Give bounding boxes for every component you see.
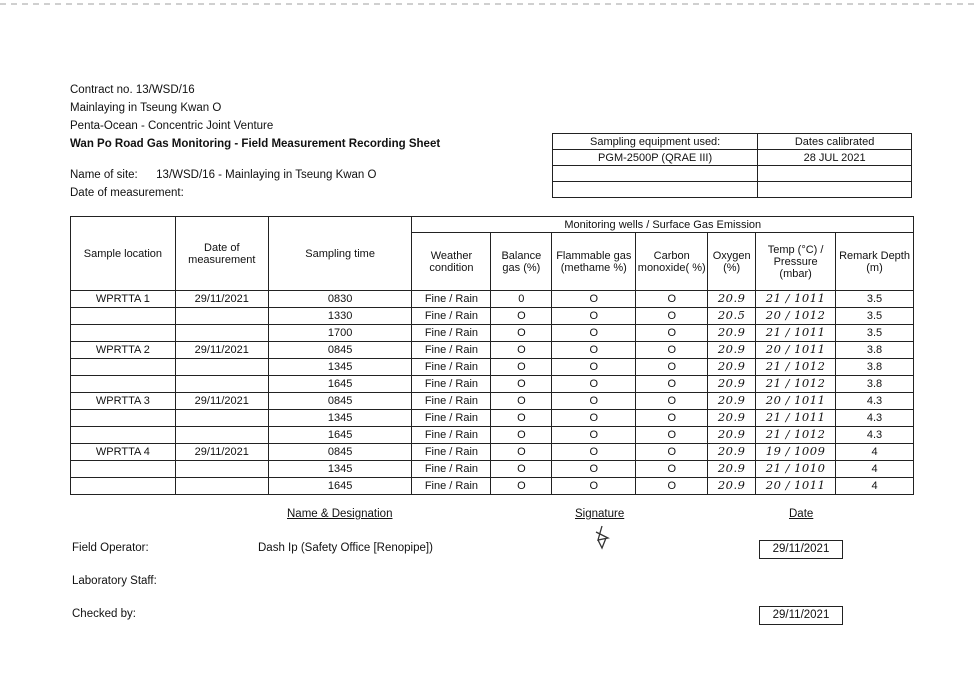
cell-flammable-value: O <box>589 479 599 492</box>
table-row <box>71 393 914 410</box>
cell-oxygen <box>708 427 756 444</box>
cell-flammable-value: O <box>589 343 599 356</box>
cell-co-value: O <box>667 326 676 339</box>
cell-oxygen-value: 20.9 <box>717 376 746 390</box>
cell-co <box>636 410 708 427</box>
cell-temp-value: 21 / 1012 <box>765 427 826 441</box>
cell-time-value: 1645 <box>327 377 353 390</box>
cell-co <box>636 359 708 376</box>
cell-weather-value: Fine / Rain <box>424 309 479 322</box>
cell-co-value: O <box>667 377 676 390</box>
cell-time <box>268 427 412 444</box>
cell-location <box>71 444 176 461</box>
cell-temp-value: 21 / 1012 <box>765 359 826 373</box>
sheet-title: Wan Po Road Gas Monitoring - Field Measurement Recording Sheet <box>70 138 441 150</box>
cell-balance <box>491 359 552 376</box>
cell-flammable-value: O <box>589 326 599 339</box>
cell-flammable-value: O <box>589 394 599 407</box>
cell-weather <box>412 427 491 444</box>
cell-weather-value: Fine / Rain <box>424 326 479 339</box>
cell-temp <box>756 393 836 410</box>
cell-date <box>175 410 268 427</box>
cell-flammable-value: O <box>589 360 599 373</box>
equipment-table <box>552 133 912 198</box>
cell-temp <box>756 308 836 325</box>
field-operator-name: Dash Ip (Safety Office [Renopipe]) <box>258 542 433 554</box>
cell-date <box>175 359 268 376</box>
cell-co <box>636 427 708 444</box>
cell-weather-value: Fine / Rain <box>424 292 479 305</box>
cell-time-value: 1345 <box>327 411 353 424</box>
cell-flammable <box>552 393 636 410</box>
cell-remark <box>836 427 914 444</box>
cell-flammable-value: O <box>589 377 599 390</box>
cell-temp <box>756 325 836 342</box>
cell-co <box>636 461 708 478</box>
cell-balance-value: O <box>517 377 526 390</box>
cell-oxygen-value: 20.9 <box>717 444 746 458</box>
cell-temp-value: 20 / 1011 <box>765 393 826 407</box>
cell-temp <box>756 291 836 308</box>
cell-balance <box>491 410 552 427</box>
cell-oxygen-value: 20.9 <box>717 478 746 492</box>
cell-balance <box>491 393 552 410</box>
col-header-oxygen: Oxygen (%) <box>708 233 756 291</box>
table-row <box>71 478 914 495</box>
cell-time-value: 1345 <box>327 360 353 373</box>
calibration-date <box>758 166 912 182</box>
cell-weather <box>412 444 491 461</box>
cell-time <box>268 325 412 342</box>
cell-weather <box>412 342 491 359</box>
cell-oxygen-value: 20.9 <box>717 359 746 373</box>
cell-time-value: 0845 <box>327 394 353 407</box>
cell-temp-value: 21 / 1011 <box>765 291 826 305</box>
cell-remark <box>836 444 914 461</box>
cell-flammable <box>552 461 636 478</box>
cell-weather-value: Fine / Rain <box>424 394 479 407</box>
cell-remark-value: 3.8 <box>866 377 883 390</box>
cell-balance <box>491 376 552 393</box>
cell-flammable <box>552 376 636 393</box>
cell-flammable <box>552 410 636 427</box>
cell-date <box>175 427 268 444</box>
cell-location <box>71 427 176 444</box>
signature-mark <box>588 524 618 550</box>
col-header-co: Carbon monoxide( %) <box>636 233 708 291</box>
cell-co-value: O <box>667 309 676 322</box>
cell-weather <box>412 478 491 495</box>
cell-weather-value: Fine / Rain <box>424 479 479 492</box>
cell-remark-value: 4.3 <box>866 428 883 441</box>
equipment-row <box>553 166 912 182</box>
cell-remark <box>836 461 914 478</box>
cell-weather-value: Fine / Rain <box>424 343 479 356</box>
cell-oxygen <box>708 393 756 410</box>
cell-date <box>175 444 268 461</box>
col-header-remark: Remark Depth (m) <box>836 233 914 291</box>
cell-co-value: O <box>667 360 676 373</box>
cell-date <box>175 308 268 325</box>
cell-oxygen-value: 20.9 <box>717 461 746 475</box>
cell-temp <box>756 461 836 478</box>
cell-weather <box>412 308 491 325</box>
table-row <box>71 359 914 376</box>
cell-remark <box>836 359 914 376</box>
col-header-temp: Temp (°C) / Pressure (mbar) <box>756 233 836 291</box>
equipment-col-header: Sampling equipment used: <box>553 134 758 150</box>
equipment-name: PGM-2500P (QRAE III) <box>553 150 758 166</box>
col-header-weather: Weather condition <box>412 233 491 291</box>
cell-oxygen-value: 20.9 <box>717 291 746 305</box>
cell-oxygen <box>708 410 756 427</box>
calibration-col-header: Dates calibrated <box>758 134 912 150</box>
lab-staff-label: Laboratory Staff: <box>72 575 157 587</box>
cell-remark <box>836 478 914 495</box>
cell-date <box>175 376 268 393</box>
cell-co <box>636 478 708 495</box>
cell-temp-value: 21 / 1010 <box>765 461 826 475</box>
cell-location-value: WPRTTA 2 <box>95 343 150 356</box>
cell-balance-value: O <box>517 326 526 339</box>
equipment-row <box>553 182 912 198</box>
table-row <box>71 461 914 478</box>
cell-flammable <box>552 427 636 444</box>
equipment-header-row <box>553 134 912 150</box>
cell-oxygen-value: 20.9 <box>717 342 746 356</box>
cell-weather-value: Fine / Rain <box>424 377 479 390</box>
cell-weather <box>412 325 491 342</box>
equipment-name <box>553 166 758 182</box>
table-row <box>71 444 914 461</box>
cell-co-value: O <box>667 428 676 441</box>
scan-edge-dots <box>0 3 979 5</box>
cell-oxygen <box>708 444 756 461</box>
cell-date <box>175 478 268 495</box>
cell-date <box>175 342 268 359</box>
cell-weather <box>412 291 491 308</box>
cell-remark <box>836 342 914 359</box>
cell-oxygen-value: 20.5 <box>717 308 746 322</box>
cell-time <box>268 444 412 461</box>
date-header: Date <box>789 508 814 520</box>
cell-temp <box>756 376 836 393</box>
table-row <box>71 308 914 325</box>
cell-remark <box>836 291 914 308</box>
cell-co <box>636 325 708 342</box>
cell-time-value: 0830 <box>327 292 353 305</box>
cell-flammable <box>552 359 636 376</box>
cell-co-value: O <box>667 411 676 424</box>
cell-remark-value: 3.5 <box>866 309 883 322</box>
document-header <box>70 81 440 153</box>
cell-time <box>268 359 412 376</box>
cell-date <box>175 461 268 478</box>
cell-remark-value: 3.8 <box>866 360 883 373</box>
cell-temp <box>756 427 836 444</box>
cell-date-value: 29/11/2021 <box>194 292 249 305</box>
cell-co-value: O <box>667 479 676 492</box>
group-header-row <box>71 217 914 233</box>
cell-remark-value: 3.5 <box>866 292 883 305</box>
col-header-date: Date of measurement <box>175 217 268 291</box>
cell-temp-value: 21 / 1011 <box>765 325 826 339</box>
cell-location <box>71 342 176 359</box>
cell-weather-value: Fine / Rain <box>424 411 479 424</box>
group-header-monitoring: Monitoring wells / Surface Gas Emission <box>412 217 914 233</box>
cell-remark-value: 4.3 <box>866 394 883 407</box>
cell-balance <box>491 291 552 308</box>
cell-co <box>636 393 708 410</box>
cell-temp <box>756 444 836 461</box>
cell-date <box>175 325 268 342</box>
cell-weather <box>412 393 491 410</box>
cell-remark-value: 4.3 <box>866 411 883 424</box>
col-header-location: Sample location <box>71 217 176 291</box>
cell-balance-value: O <box>517 309 526 322</box>
cell-co <box>636 444 708 461</box>
cell-balance-value: O <box>517 411 526 424</box>
cell-oxygen-value: 20.9 <box>717 410 746 424</box>
cell-weather-value: Fine / Rain <box>424 445 479 458</box>
col-header-time: Sampling time <box>268 217 412 291</box>
cell-remark <box>836 410 914 427</box>
cell-time-value: 1700 <box>327 326 353 339</box>
cell-location-value: WPRTTA 4 <box>95 445 150 458</box>
cell-weather <box>412 461 491 478</box>
cell-flammable <box>552 325 636 342</box>
cell-balance <box>491 444 552 461</box>
cell-remark-value: 4 <box>871 479 878 492</box>
cell-oxygen <box>708 308 756 325</box>
cell-date-value: 29/11/2021 <box>194 445 249 458</box>
cell-location <box>71 376 176 393</box>
cell-location <box>71 325 176 342</box>
cell-location-value: WPRTTA 1 <box>95 292 150 305</box>
cell-temp-value: 19 / 1009 <box>765 444 826 458</box>
cell-time-value: 1645 <box>327 428 353 441</box>
cell-time <box>268 291 412 308</box>
cell-flammable <box>552 308 636 325</box>
cell-location <box>71 478 176 495</box>
cell-date <box>175 291 268 308</box>
cell-balance-value: O <box>517 462 526 475</box>
cell-balance-value: O <box>517 394 526 407</box>
cell-temp <box>756 478 836 495</box>
cell-oxygen <box>708 359 756 376</box>
cell-oxygen-value: 20.9 <box>717 325 746 339</box>
cell-balance-value: O <box>517 360 526 373</box>
project-name: Mainlaying in Tseung Kwan O <box>70 102 222 114</box>
cell-time-value: 0845 <box>327 343 353 356</box>
field-operator-label: Field Operator: <box>72 542 149 554</box>
equipment-name <box>553 182 758 198</box>
cell-co-value: O <box>667 394 676 407</box>
cell-time <box>268 393 412 410</box>
signature-header: Signature <box>575 508 625 520</box>
cell-time-value: 1645 <box>327 479 353 492</box>
cell-time <box>268 342 412 359</box>
cell-oxygen <box>708 376 756 393</box>
cell-balance-value: O <box>517 343 526 356</box>
site-line <box>70 166 376 184</box>
cell-temp-value: 21 / 1011 <box>765 410 826 424</box>
cell-oxygen <box>708 291 756 308</box>
table-row <box>71 342 914 359</box>
cell-balance <box>491 427 552 444</box>
cell-time <box>268 410 412 427</box>
cell-balance-value: 0 <box>518 292 525 305</box>
cell-oxygen <box>708 461 756 478</box>
table-row <box>71 427 914 444</box>
col-header-balance: Balance gas (%) <box>491 233 552 291</box>
col-header-flammable: Flammable gas (methame %) <box>552 233 636 291</box>
cell-weather-value: Fine / Rain <box>424 428 479 441</box>
cell-flammable <box>552 478 636 495</box>
cell-flammable-value: O <box>589 292 599 305</box>
equipment-row <box>553 150 912 166</box>
cell-time-value: 1330 <box>327 309 353 322</box>
cell-flammable <box>552 444 636 461</box>
cell-co <box>636 342 708 359</box>
cell-time <box>268 376 412 393</box>
cell-temp <box>756 359 836 376</box>
cell-oxygen <box>708 325 756 342</box>
calibration-date: 28 JUL 2021 <box>758 150 912 166</box>
cell-flammable-value: O <box>589 309 599 322</box>
cell-temp-value: 20 / 1011 <box>765 478 826 492</box>
cell-date-value: 29/11/2021 <box>194 343 249 356</box>
cell-balance <box>491 461 552 478</box>
cell-co-value: O <box>667 292 676 305</box>
cell-location <box>71 393 176 410</box>
cell-weather-value: Fine / Rain <box>424 462 479 475</box>
cell-remark <box>836 393 914 410</box>
cell-location <box>71 308 176 325</box>
cell-temp <box>756 342 836 359</box>
cell-location <box>71 461 176 478</box>
cell-time <box>268 461 412 478</box>
cell-remark <box>836 325 914 342</box>
cell-remark <box>836 308 914 325</box>
cell-temp-value: 20 / 1011 <box>765 342 826 356</box>
cell-oxygen-value: 20.9 <box>717 393 746 407</box>
cell-balance <box>491 308 552 325</box>
cell-time-value: 1345 <box>327 462 353 475</box>
cell-oxygen <box>708 342 756 359</box>
cell-flammable-value: O <box>589 411 599 424</box>
cell-weather-value: Fine / Rain <box>424 360 479 373</box>
cell-remark-value: 4 <box>871 462 878 475</box>
cell-flammable-value: O <box>589 428 599 441</box>
cell-time <box>268 478 412 495</box>
site-value: 13/WSD/16 - Mainlaying in Tseung Kwan O <box>156 169 377 181</box>
checked-by-label: Checked by: <box>72 608 136 620</box>
cell-remark-value: 3.8 <box>866 343 883 356</box>
checked-by-date: 29/11/2021 <box>759 606 843 625</box>
measurement-table <box>70 216 914 495</box>
cell-temp-value: 20 / 1012 <box>765 308 826 322</box>
cell-weather <box>412 410 491 427</box>
cell-balance-value: O <box>517 479 526 492</box>
cell-remark-value: 4 <box>871 445 878 458</box>
cell-balance-value: O <box>517 445 526 458</box>
cell-time <box>268 308 412 325</box>
calibration-date <box>758 182 912 198</box>
cell-remark-value: 3.5 <box>866 326 883 339</box>
cell-balance <box>491 342 552 359</box>
cell-balance-value: O <box>517 428 526 441</box>
cell-temp <box>756 410 836 427</box>
site-label: Name of site: <box>70 169 138 181</box>
cell-date <box>175 393 268 410</box>
cell-co <box>636 291 708 308</box>
cell-weather <box>412 376 491 393</box>
cell-time-value: 0845 <box>327 445 353 458</box>
cell-oxygen-value: 20.9 <box>717 427 746 441</box>
cell-location <box>71 359 176 376</box>
contract-number: Contract no. 13/WSD/16 <box>70 84 195 96</box>
cell-remark <box>836 376 914 393</box>
cell-flammable-value: O <box>589 462 599 475</box>
table-row <box>71 291 914 308</box>
name-designation-header: Name & Designation <box>287 508 393 520</box>
cell-oxygen <box>708 478 756 495</box>
cell-co-value: O <box>667 343 676 356</box>
cell-balance <box>491 325 552 342</box>
field-operator-date: 29/11/2021 <box>759 540 843 559</box>
cell-location <box>71 291 176 308</box>
table-row <box>71 376 914 393</box>
cell-location <box>71 410 176 427</box>
table-row <box>71 325 914 342</box>
cell-weather <box>412 359 491 376</box>
measurement-date-label: Date of measurement: <box>70 187 184 199</box>
contractor-name: Penta-Ocean - Concentric Joint Venture <box>70 120 274 132</box>
cell-co <box>636 308 708 325</box>
cell-location-value: WPRTTA 3 <box>95 394 150 407</box>
cell-co <box>636 376 708 393</box>
cell-flammable <box>552 342 636 359</box>
cell-co-value: O <box>667 462 676 475</box>
cell-co-value: O <box>667 445 676 458</box>
cell-flammable-value: O <box>589 445 599 458</box>
cell-balance <box>491 478 552 495</box>
cell-date-value: 29/11/2021 <box>194 394 249 407</box>
cell-temp-value: 21 / 1012 <box>765 376 826 390</box>
cell-flammable <box>552 291 636 308</box>
table-row <box>71 410 914 427</box>
